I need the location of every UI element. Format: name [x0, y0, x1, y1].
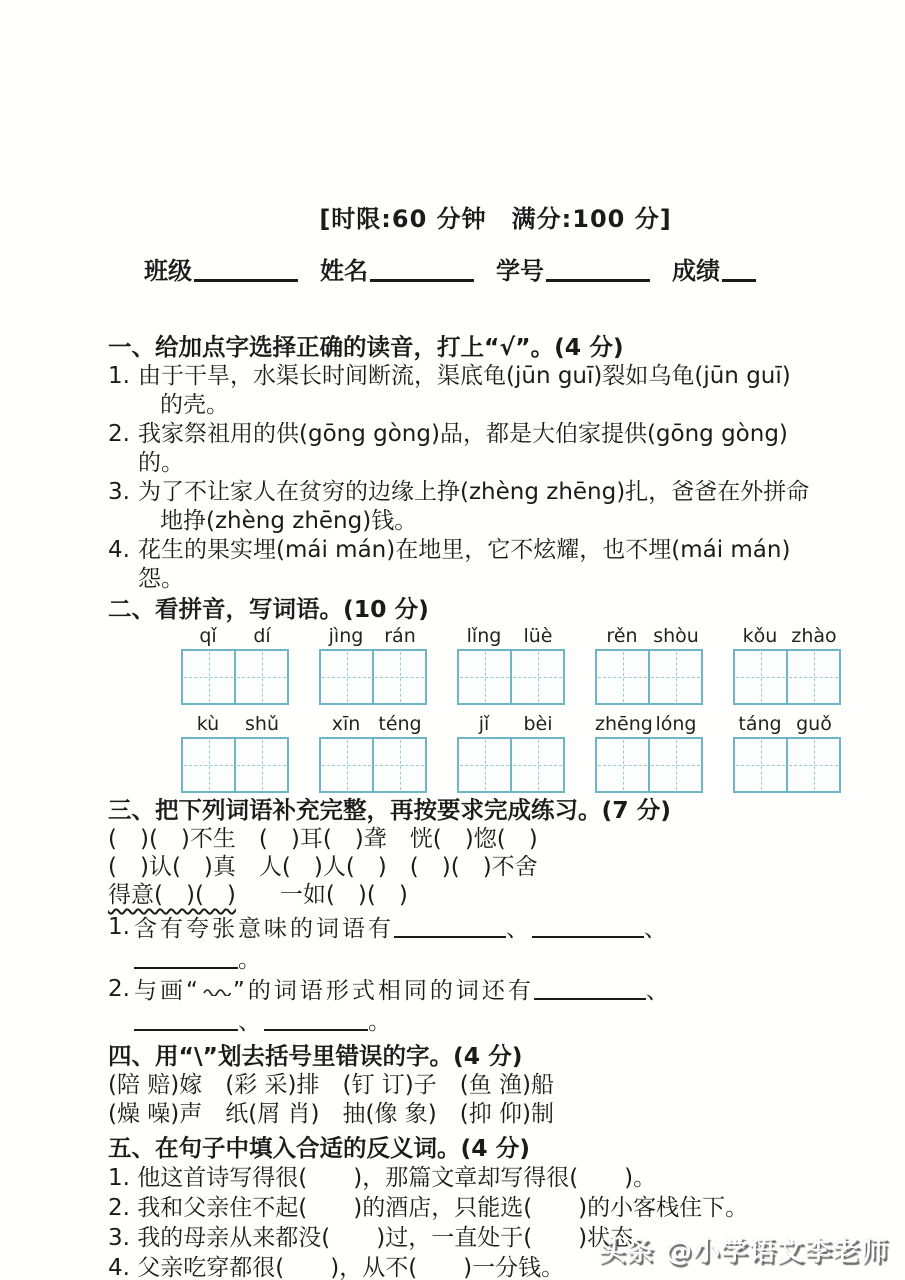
pinyin-word-group [595, 714, 703, 793]
idiom-line-1: ( )( )不生 ( )耳( )聋 恍( )惚( ) [108, 826, 538, 852]
score-label: 成绩 [672, 257, 720, 285]
character-choice-line-2: (燥 噪)声 纸(屑 肖) 抽(像 象) (抑 仰)制 [108, 1101, 555, 1127]
section1-item-4 [108, 536, 813, 594]
name-label: 姓名 [320, 257, 368, 285]
character-choice-line-1: (陪 赔)嫁 (彩 采)排 (钉 订)子 (鱼 渔)船 [108, 1072, 555, 1098]
student-number-blank-line [546, 275, 650, 282]
section1-item-3 [108, 478, 813, 536]
item-text: 为了不让家人在贫穷的边缘上挣(zhèng zhēng)扎，爸爸在外拼命 [138, 479, 810, 505]
hanzi-grid-cell [648, 739, 701, 791]
item-text-continued: 地挣(zhèng zhēng)钱。 [160, 508, 418, 534]
answer-blank [264, 1006, 368, 1031]
idiom-line-3 [108, 881, 813, 909]
pinyin-word-group [457, 714, 565, 793]
pinyin-label: guǒ [796, 713, 832, 735]
section1-title: 一、给加点字选择正确的读音，打上“√”。(4 分) [108, 333, 624, 361]
hanzi-grid-cell [735, 739, 786, 791]
pinyin-label: kǒu [742, 625, 778, 647]
hanzi-grid-cell [459, 651, 510, 703]
pinyin-label: qǐ [199, 625, 217, 647]
pinyin-label: táng [738, 713, 782, 735]
pinyin-label: lüè [523, 625, 553, 647]
hanzi-grid-cell [183, 651, 234, 703]
item-text: 由于干旱，水渠长时间断流，渠底龟(jūn guī)裂如乌龟(jūn guī) [138, 363, 791, 389]
section3-title: 三、把下列词语补充完整，再按要求完成练习。(7 分) [108, 796, 672, 824]
pinyin-word-group [181, 626, 289, 705]
exam-content [108, 204, 837, 1280]
separator: 、 [645, 978, 672, 1004]
answer-blank [134, 944, 238, 969]
hanzi-grid-cell [234, 739, 287, 791]
pinyin-label: rán [384, 625, 416, 647]
watermark: 头条 @小学语文李老师 [598, 1236, 889, 1267]
antonym-item-1: 1. 他这首诗写得很( )，那篇文章却写得很( )。 [108, 1165, 657, 1191]
pinyin-label: jìng [328, 625, 364, 647]
pinyin-label: téng [378, 713, 422, 735]
hanzi-grid-pair [319, 649, 427, 705]
student-number-label: 学号 [496, 257, 544, 285]
section3-question-2 [108, 975, 813, 1037]
antonym-item-3: 3. 我的母亲从来都没( )过，一直处于( )状态。 [108, 1225, 657, 1251]
name-blank-line [370, 275, 474, 282]
period: 。 [368, 1009, 394, 1035]
pinyin-label: kù [196, 713, 220, 735]
idiom-line-2: ( )认( )真 人( )人( ) ( )( )不舍 [108, 854, 538, 880]
question-lead: 含有夸张意味的词语有 [134, 916, 394, 942]
pinyin-word-group [457, 626, 565, 705]
item-number: 2. [108, 421, 130, 447]
pinyin-word-group [319, 714, 427, 793]
hanzi-grid-cell [459, 739, 510, 791]
pinyin-label: jǐ [478, 713, 490, 735]
idiom-line-3b: 一如( )( ) [279, 882, 408, 908]
separator: 、 [506, 916, 532, 942]
pinyin-label: dí [253, 625, 271, 647]
hanzi-grid-pair [181, 737, 289, 793]
item-number: 4. [108, 537, 130, 563]
hanzi-grid-pair [181, 649, 289, 705]
pinyin-label: zhào [791, 625, 837, 647]
hanzi-grid-cell [183, 739, 234, 791]
section2-title: 二、看拼音，写词语。(10 分) [108, 595, 429, 623]
pinyin-label: rěn [606, 625, 638, 647]
hanzi-grid-cell [321, 739, 372, 791]
section1-item-2 [108, 420, 813, 478]
hanzi-grid-pair [733, 649, 841, 705]
hanzi-grid-cell [372, 739, 425, 791]
item-number: 2. [108, 976, 130, 1002]
class-blank-line [194, 275, 298, 282]
field-name [320, 251, 474, 286]
pinyin-label: lóng [655, 713, 697, 735]
hanzi-grid-cell [786, 651, 839, 703]
pinyin-label: bèi [523, 713, 553, 735]
answer-blank [134, 1006, 238, 1031]
separator: 、 [238, 1009, 264, 1035]
item-number: 1. [108, 914, 130, 940]
pinyin-grid-row-2 [181, 714, 841, 793]
hanzi-grid-cell [321, 651, 372, 703]
item-number: 3. [108, 479, 130, 505]
section5-title: 五、在句子中填入合适的反义词。(4 分) [108, 1134, 531, 1162]
hanzi-grid-cell [597, 651, 648, 703]
hanzi-grid-pair [595, 737, 703, 793]
pinyin-word-group [181, 714, 289, 793]
item-number: 1. [108, 363, 130, 389]
pinyin-word-group [595, 626, 703, 705]
answer-blank [394, 913, 506, 938]
pinyin-label: xīn [331, 713, 361, 735]
pinyin-word-group [319, 626, 427, 705]
pinyin-label: shǔ [245, 713, 279, 735]
hanzi-grid-cell [510, 651, 563, 703]
pinyin-label: shòu [653, 625, 699, 647]
section4-title: 四、用“\”划去括号里错误的字。(4 分) [108, 1042, 523, 1070]
field-class [144, 251, 298, 286]
class-label: 班级 [144, 257, 192, 285]
time-score-header: [时限:60 分钟 满分:100 分] [319, 205, 672, 233]
antonym-item-4: 4. 父亲吃穿都很( )，从不( )一分钱。 [108, 1255, 565, 1280]
period: 。 [238, 947, 264, 973]
pinyin-word-group [733, 626, 841, 705]
section3-question-1 [108, 913, 813, 975]
item-text: 花生的果实埋(mái mán)在地里，它不炫耀，也不埋(mái mán)怨。 [138, 537, 791, 592]
item-text: 我家祭祖用的供(gōng gòng)品，都是大伯家提供(gōng gòng)的。 [138, 421, 788, 476]
separator: 、 [644, 916, 670, 942]
answer-blank [532, 913, 644, 938]
pinyin-label: lǐng [466, 625, 502, 647]
hanzi-grid-cell [597, 739, 648, 791]
hanzi-grid-cell [510, 739, 563, 791]
hanzi-grid-cell [234, 651, 287, 703]
student-info-row [144, 251, 813, 286]
section1-item-1 [108, 362, 813, 420]
antonym-item-2: 2. 我和父亲住不起( )的酒店，只能选( )的小客栈住下。 [108, 1195, 749, 1221]
field-student-number [496, 251, 650, 286]
answer-blank [534, 975, 646, 1000]
hanzi-grid-cell [786, 739, 839, 791]
hanzi-grid-cell [372, 651, 425, 703]
field-score [672, 251, 756, 286]
item-text-continued: 的壳。 [160, 392, 229, 418]
wavy-line-icon [203, 986, 231, 996]
hanzi-grid-cell [735, 651, 786, 703]
hanzi-grid-pair [733, 737, 841, 793]
hanzi-grid-pair [457, 737, 565, 793]
hanzi-grid-pair [457, 649, 565, 705]
pinyin-label: zhēng [595, 713, 653, 735]
pinyin-grid-row-1 [181, 626, 841, 705]
hanzi-grid-pair [595, 649, 703, 705]
hanzi-grid-pair [319, 737, 427, 793]
pinyin-word-group [733, 714, 841, 793]
score-blank-line [722, 275, 756, 282]
question-lead: 与画“ [134, 978, 201, 1004]
idiom-wavy-underlined: 得意( )( ) [108, 882, 236, 908]
hanzi-grid-cell [648, 651, 701, 703]
question-lead-continued: ”的词语形式相同的词还有 [232, 978, 534, 1004]
